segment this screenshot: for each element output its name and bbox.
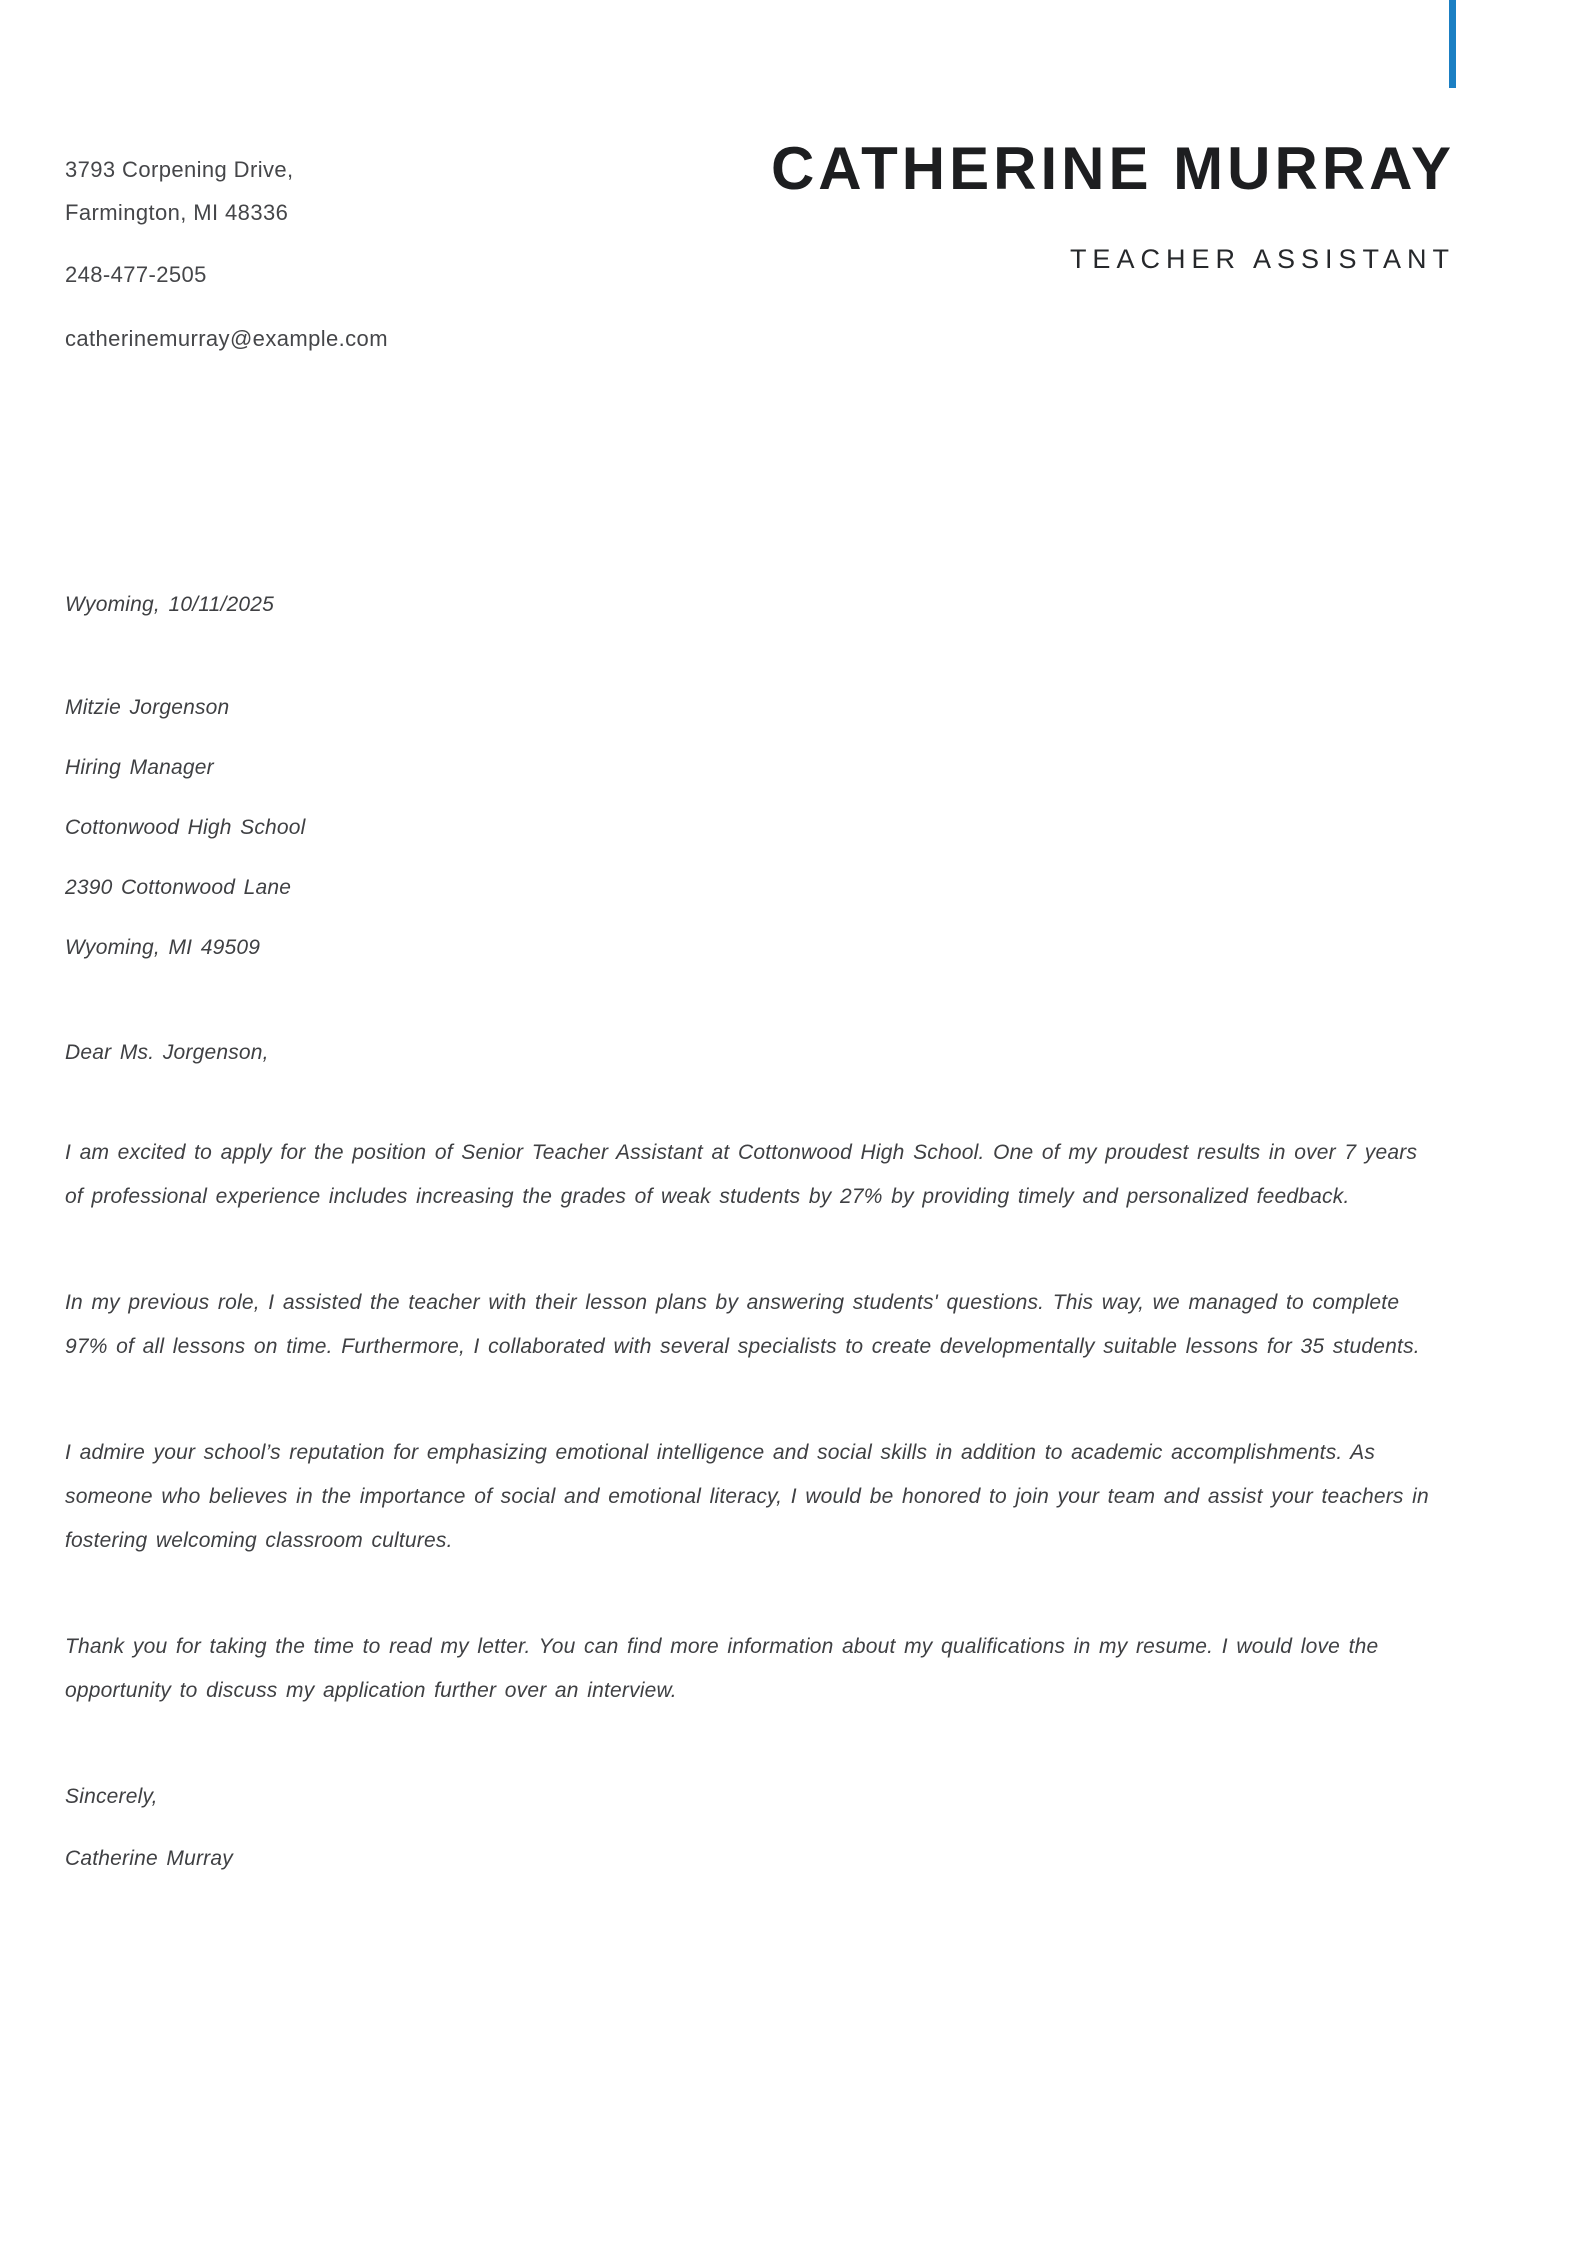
candidate-name: CATHERINE MURRAY <box>770 135 1455 202</box>
accent-bar <box>1449 0 1456 88</box>
recipient-city: Wyoming, MI 49509 <box>65 936 261 959</box>
closing-line: Sincerely, <box>65 1785 158 1808</box>
recipient-block <box>65 686 1437 970</box>
recipient-role: Hiring Manager <box>65 756 214 779</box>
letter-header <box>65 0 1455 360</box>
salutation: Dear Ms. Jorgenson, <box>65 1041 269 1064</box>
letter-body <box>65 583 1437 1881</box>
date-line: Wyoming, 10/11/2025 <box>65 593 275 616</box>
recipient-company: Cottonwood High School <box>65 816 306 839</box>
body-paragraph-4: Thank you for taking the time to read my letter. You can find more information about my qualifications in my resume. I would love the opportunity to discuss my application further over an interview. <box>65 1635 1379 1702</box>
contact-block <box>65 0 388 360</box>
address-line-2: Farmington, MI 48336 <box>65 200 289 225</box>
email-address: catherinemurray@example.com <box>65 326 388 351</box>
phone-number: 248-477-2505 <box>65 262 207 287</box>
signature-name: Catherine Murray <box>65 1847 233 1870</box>
recipient-street: 2390 Cottonwood Lane <box>65 876 292 899</box>
recipient-name: Mitzie Jorgenson <box>65 696 230 719</box>
body-paragraph-3: I admire your school’s reputation for emphasizing emotional intelligence and social skills in addition to academic accomplishments. As someone who believes in the importance of social and emotional literacy, I would be honored to join your team and assist your teachers in fostering welcoming classroom cultures. <box>65 1441 1429 1552</box>
body-paragraph-1: I am excited to apply for the position of Senior Teacher Assistant at Cottonwood High School. One of my proudest results in over 7 years of professional experience includes increasing the grades of weak students by 27% by providing timely and personalized feedback. <box>65 1141 1418 1208</box>
identity-block <box>771 0 1455 274</box>
job-title: TEACHER ASSISTANT <box>1069 244 1455 274</box>
address-line-1: 3793 Corpening Drive, <box>65 157 294 182</box>
body-paragraph-2: In my previous role, I assisted the teacher with their lesson plans by answering students' questions. This way, we managed to complete 97% of all lessons on time. Furthermore, I collaborated with several specialists to create developmentally suitable lessons for 35 students. <box>65 1291 1420 1358</box>
